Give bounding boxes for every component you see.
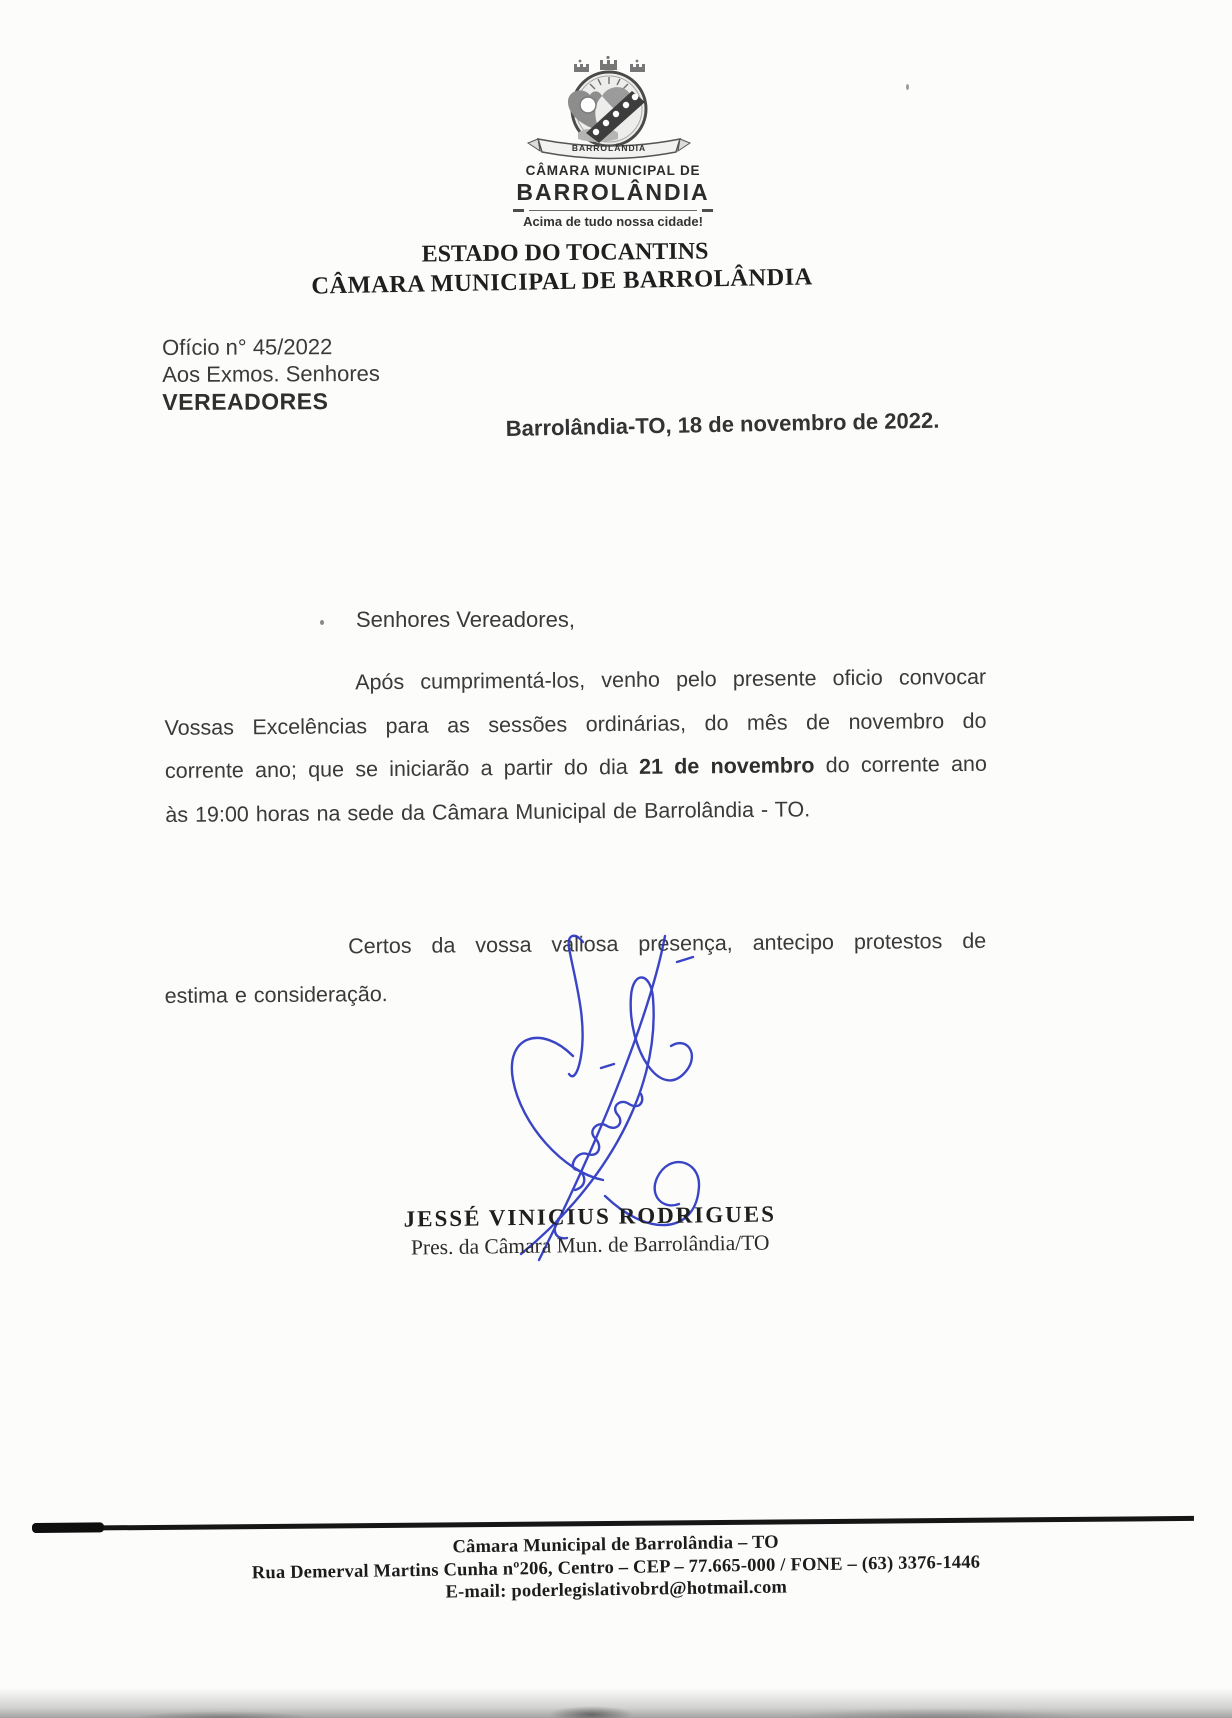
paragraph-line [165, 743, 987, 794]
divider-tick-right [702, 209, 713, 212]
chamber-heading: CÂMARA MUNICIPAL DE BARROLÂNDIA [311, 263, 813, 300]
footer-address: Rua Demerval Martins Cunha nº206, Centro – CEP – 77.665-000 / FONE – (63) 3376-1446 [251, 1552, 981, 1583]
state-heading: ESTADO DO TOCANTINS [421, 238, 709, 268]
footer-org: Câmara Municipal de Barrolândia – TO [452, 1532, 779, 1558]
addressee-vereadores: VEREADORES [162, 388, 329, 415]
signature-block [245, 1199, 936, 1263]
reference-block [162, 333, 380, 416]
footer [96, 1526, 1137, 1609]
divider-tick-left [513, 209, 524, 212]
line-pre: corrente ano; que se iniciarão a partir do dia [164, 754, 640, 783]
scan-edge-smudge [0, 1688, 1232, 1718]
org-tagline: Acima de tudo nossa cidade! [523, 214, 703, 229]
paragraph-line: às 19:00 horas na sede da Câmara Municipal de Barrolândia - TO. [165, 796, 811, 827]
date-bold: 21 de novembro [638, 753, 815, 779]
coat-of-arms-icon [500, 55, 720, 161]
divider-rule [529, 210, 697, 212]
org-name-large: BARROLÂNDIA [516, 179, 710, 205]
dateline: Barrolândia-TO, 18 de novembro de 2022. [505, 407, 940, 442]
letterhead-divider [513, 209, 713, 212]
oficio-number: Ofício n° 45/2022 [162, 334, 333, 360]
line-post: do corrente ano [814, 751, 988, 778]
salutation: Senhores Vereadores, [356, 607, 575, 632]
addressee-line: Aos Exmos. Senhores [162, 360, 380, 387]
signer-name: JESSÉ VINICIUS RODRIGUES [403, 1201, 777, 1232]
crest-banner-label: BARROLÂNDIA [571, 143, 647, 153]
paragraph-line: Após cumprimentá-los, venho pelo presente oficio convocar [355, 664, 987, 695]
letterhead [0, 163, 1226, 229]
paragraph-line: Certos da vossa valiosa presença, antecipo protestos de [348, 928, 987, 959]
paragraph-line: Vossas Excelências para as sessões ordinárias, do mês de novembro do [164, 708, 987, 740]
signer-title: Pres. da Câmara Mun. de Barrolândia/TO [410, 1230, 770, 1260]
scan-speck [320, 620, 324, 625]
paragraph-convocation [164, 656, 987, 837]
scan-speck [906, 84, 909, 90]
paragraph-line: estima e consideração. [164, 982, 388, 1008]
footer-email: E-mail: poderlegislativobrd@hotmail.com [445, 1577, 788, 1603]
org-name-small: CÂMARA MUNICIPAL DE [525, 163, 701, 178]
